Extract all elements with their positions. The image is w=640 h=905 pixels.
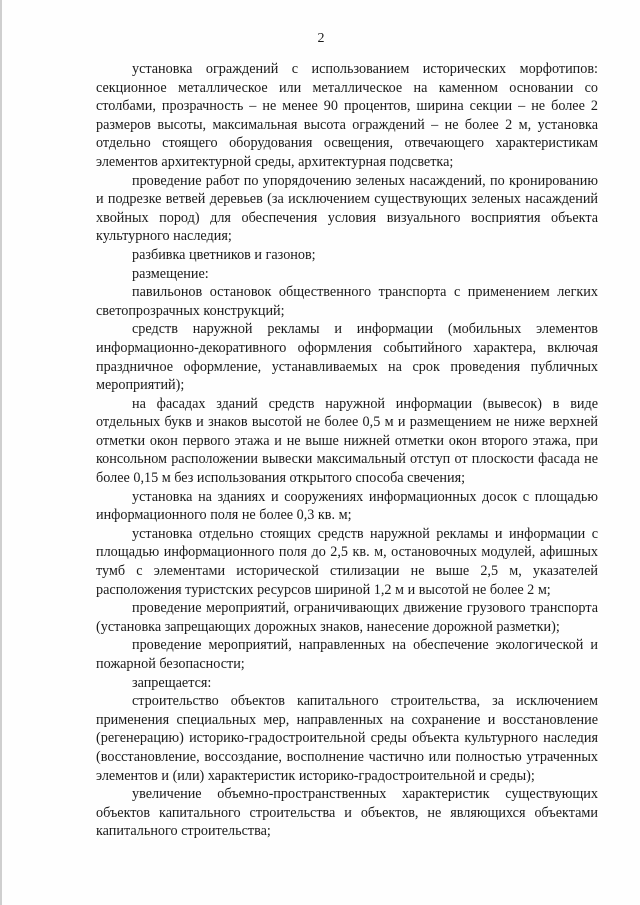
page-number: 2: [317, 31, 325, 46]
paragraph: павильонов остановок общественного транспорта с применением легких светопрозрачных конструкций;: [96, 284, 598, 319]
paragraph: проведение работ по упорядочению зеленых насаждений, по кронированию и подрезке ветвей деревьев (за исключением существующих зеленых насаждений хвойных пород) для обеспечения условия визуального восприятия объекта культурного наследия;: [96, 172, 598, 245]
paragraph: установка ограждений с использованием исторических морфотипов: секционное металлическое или металлическое на каменном основании со столбами, прозрачность – не менее 90 процентов, ширина секции – не более 2 размеров высоты, максимальная высота ограждений – не более 2 м, установка отдельно стоящего оборудования освещения, отвечающего характеристикам элементов архитектурной среды, архитектурная подсветка;: [96, 61, 598, 170]
paragraph: средств наружной рекламы и информации (мобильных элементов информационно-декоративного оформления событийного характера, включая праздничное оформление, устанавливаемых на срок проведения публичных мероприятий);: [96, 321, 598, 394]
paragraph: строительство объектов капитального строительства, за исключением применения специальных мер, направленных на сохранение и восстановление (регенерацию) историко-градостроительной среды объекта культурного наследия (восстановление, воссоздание, восполнение частично или полностью утраченных элементов и (или) характеристик историко-градостроительной и среды);: [96, 693, 598, 784]
paragraph: увеличение объемно-пространственных характеристик существующих объектов капитального строительства и объектов, не являющихся объектами капитального строительства;: [96, 786, 598, 840]
paragraph: разбивка цветников и газонов;: [132, 246, 316, 263]
paragraph: на фасадах зданий средств наружной информации (вывесок) в виде отдельных букв и знаков высотой не более 0,5 м и размещением не ниже верхней отметки окон первого этажа и не выше нижней отметки окон второго этажа, при консольном расположении вывески максимальный отступ от плоскости фасада не более 0,15 м без использования открытого способа свечения;: [96, 395, 598, 487]
paragraph: размещение:: [132, 265, 209, 282]
paragraph: запрещается:: [132, 674, 212, 691]
paragraph: установка на зданиях и сооружениях информационных досок с площадью информационного поля не более 0,3 кв. м;: [96, 488, 598, 524]
paragraph: проведение мероприятий, направленных на обеспечение экологической и пожарной безопасности;: [96, 637, 598, 672]
paragraph: установка отдельно стоящих средств наружной рекламы и информации с площадью информационного поля до 2,5 кв. м, остановочных модулей, афишных тумб с элементами исторической стилизации не выше 2,5 м, указателей расположения туристских ресурсов шириной 1,2 м и высотой не более 2 м;: [96, 525, 598, 598]
paragraph: проведение мероприятий, ограничивающих движение грузового транспорта (установка запрещающих дорожных знаков, нанесение дорожной разметки);: [96, 600, 598, 635]
document-body: [96, 60, 598, 841]
